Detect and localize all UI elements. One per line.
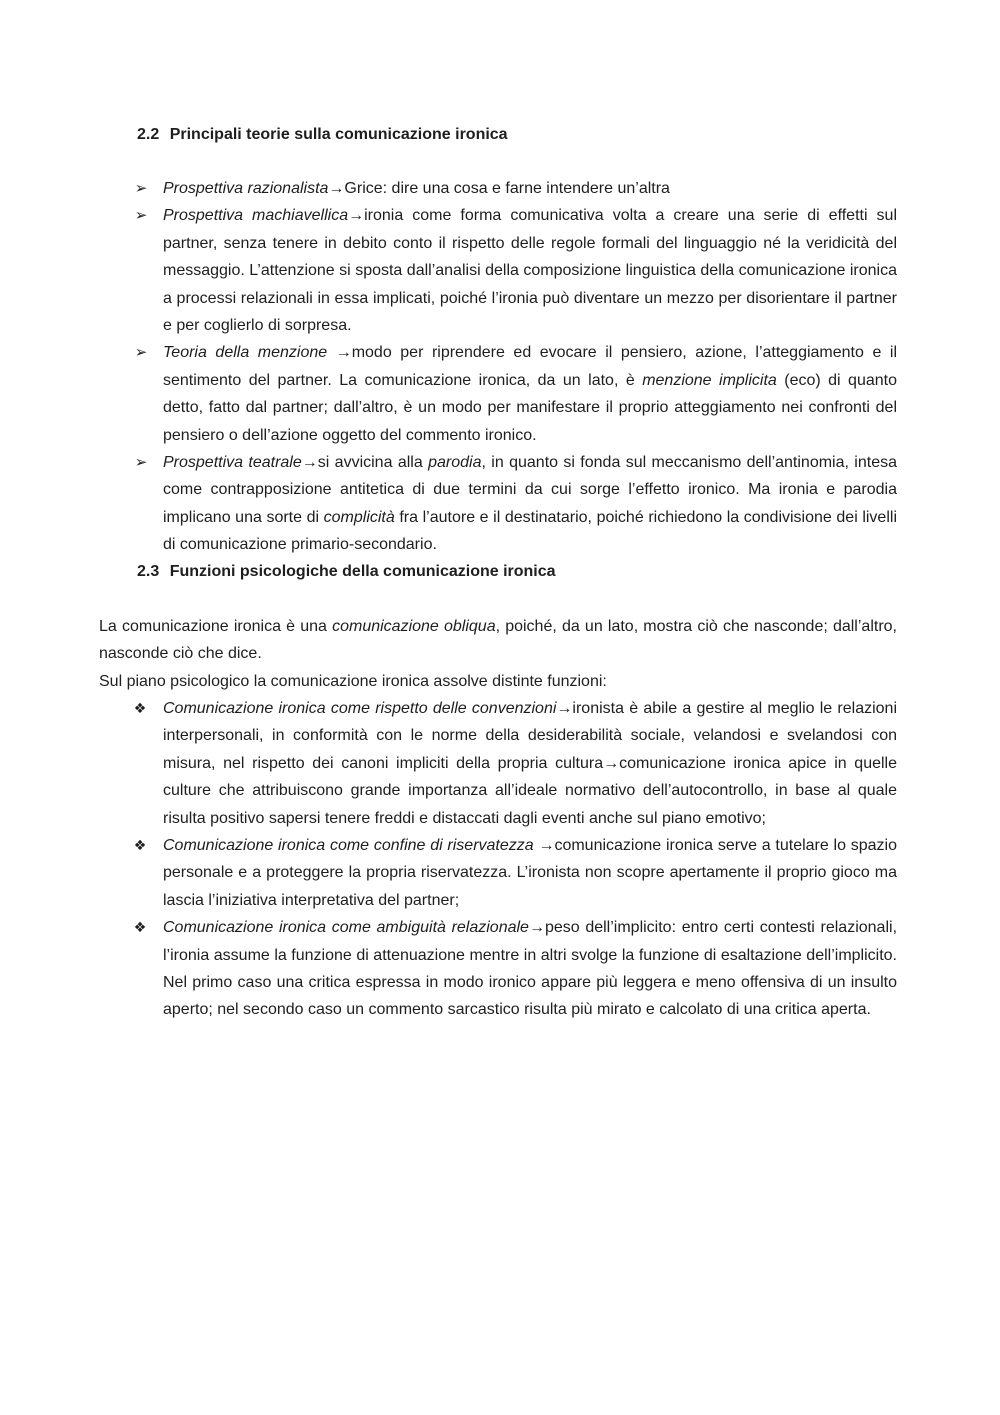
diamond-bullet-icon: ❖: [133, 700, 147, 716]
item-text: fra l’autore e il destinatario, poiché richiedono la condivisione dei livelli di comunicazione primario-secondario.: [163, 508, 897, 554]
right-arrow-icon: →: [348, 207, 365, 225]
right-arrow-icon: →: [538, 837, 555, 855]
item-text: peso dell’implicito: entro certi contesti relazionali, l’ironia assume la funzione di attenuazione mentre in altri svolge la funzione di esaltazione dell’implicito. Nel primo caso una critica espressa in modo ironico appare più leggera e meno offensiva di un insulto aperto; nel secondo caso un commento sarcastico risulta più mirato e calcolato di una critica aperta.: [163, 919, 898, 1019]
list-item: [0, 695, 897, 832]
list-item: [0, 449, 897, 559]
section-number: 2.3: [137, 563, 160, 580]
arrowhead-bullet-icon: ➢: [134, 180, 148, 197]
right-arrow-icon: →: [528, 919, 545, 937]
arrowhead-bullet-icon: ➢: [134, 207, 148, 225]
item-text: modo per riprendere ed evocare il pensiero, azione, l’atteggiamento e il sentimento del partner. La comunicazione ironica, da un lato, è: [163, 344, 897, 389]
item-text: , in quanto si fonda sul meccanismo dell’antinomia, intesa come contrapposizione antitetica di due termini da cui sorge l’effetto ironico. Ma ironia e parodia implicano una sorte di: [163, 454, 897, 526]
item-term: Comunicazione ironica come confine di riservatezza: [163, 837, 534, 855]
item-text: Grice: dire una cosa e farne intendere un’altra: [344, 180, 670, 197]
item-term: Comunicazione ironica come ambiguità relazionale: [163, 919, 529, 937]
right-arrow-icon: →: [335, 344, 352, 362]
item-text: (eco) di quanto detto, fatto dal partner; dall’altro, è un modo per manifestare il proprio atteggiamento nei confronti del pensiero o dell’azione oggetto del commento ironico.: [163, 371, 897, 444]
intro-paragraph: [99, 613, 897, 695]
arrowhead-bullet-icon: ➢: [134, 344, 148, 362]
item-text: si avvicina alla: [317, 454, 429, 472]
item-text: ironia come forma comunicativa volta a creare una serie di effetti sul partner, senza tenere in debito conto il rispetto delle regole formali del linguaggio né la veridicità del messaggio. L’attenzione si sposta dall’analisi della composizione linguistica della comunicazione ironica a processi relazionali in essa implicati, poiché l’ironia può diventare un mezzo per disorientare il partner e per coglierlo di sorpresa.: [163, 207, 897, 335]
section-number: 2.2: [137, 126, 160, 143]
section-title: Principali teorie sulla comunicazione ironica: [169, 126, 508, 143]
right-arrow-icon: →: [603, 754, 620, 772]
section-heading-2-3: [137, 561, 897, 583]
diamond-bullet-icon: ❖: [133, 837, 147, 854]
list-item: [0, 339, 897, 449]
intro-text: , poiché, da un lato, mostra ciò che nasconde; dall’altro, nasconde ciò che dice.: [99, 618, 897, 663]
list-item: [0, 175, 897, 202]
right-arrow-icon: →: [328, 180, 345, 197]
item-term: Teoria della menzione: [163, 344, 328, 362]
item-text: comunicazione ironica apice in quelle culture che attribuiscono grande importanza all’ideale normativo dell’autocontrollo, in base al quale risulta positivo sapersi tenere freddi e distaccati dagli eventi anche sul piano emotivo;: [163, 754, 897, 827]
list-item: [0, 202, 897, 339]
item-term: Prospettiva razionalista: [163, 180, 329, 197]
item-text: comunicazione ironica serve a tutelare lo spazio personale e a proteggere la propria riservatezza. L’ironista non scopre apertamente il proprio gioco ma lascia l’iniziativa interpretativa del partner;: [163, 837, 898, 909]
functions-list: [0, 695, 1000, 1024]
item-emphasis: parodia: [428, 454, 482, 472]
diamond-bullet-icon: ❖: [133, 919, 147, 936]
section-heading-2-2: [137, 124, 897, 146]
intro-text: La comunicazione ironica è una: [99, 618, 333, 635]
intro-line: Sul piano psicologico la comunicazione ironica assolve distinte funzioni:: [99, 672, 607, 690]
list-item: [0, 832, 897, 914]
intro-emphasis: comunicazione obliqua: [332, 618, 496, 635]
item-term: Prospettiva machiavellica: [163, 207, 349, 225]
item-emphasis: menzione implicita: [642, 371, 777, 389]
item-text: ironista è abile a gestire al meglio le relazioni interpersonali, in conformità con le norme della desiderabilità sociale, velandosi e svelandosi con misura, nel rispetto dei canoni impliciti della propria cultura: [163, 700, 898, 772]
right-arrow-icon: →: [301, 454, 318, 472]
section-title: Funzioni psicologiche della comunicazione ironica: [169, 563, 556, 580]
theories-list: [0, 175, 1000, 559]
list-item: [0, 914, 897, 1024]
item-term: Comunicazione ironica come rispetto delle convenzioni: [163, 700, 557, 717]
item-term: Prospettiva teatrale: [163, 454, 302, 472]
item-emphasis: complicità: [323, 508, 395, 526]
right-arrow-icon: →: [556, 700, 573, 717]
arrowhead-bullet-icon: ➢: [134, 454, 148, 472]
